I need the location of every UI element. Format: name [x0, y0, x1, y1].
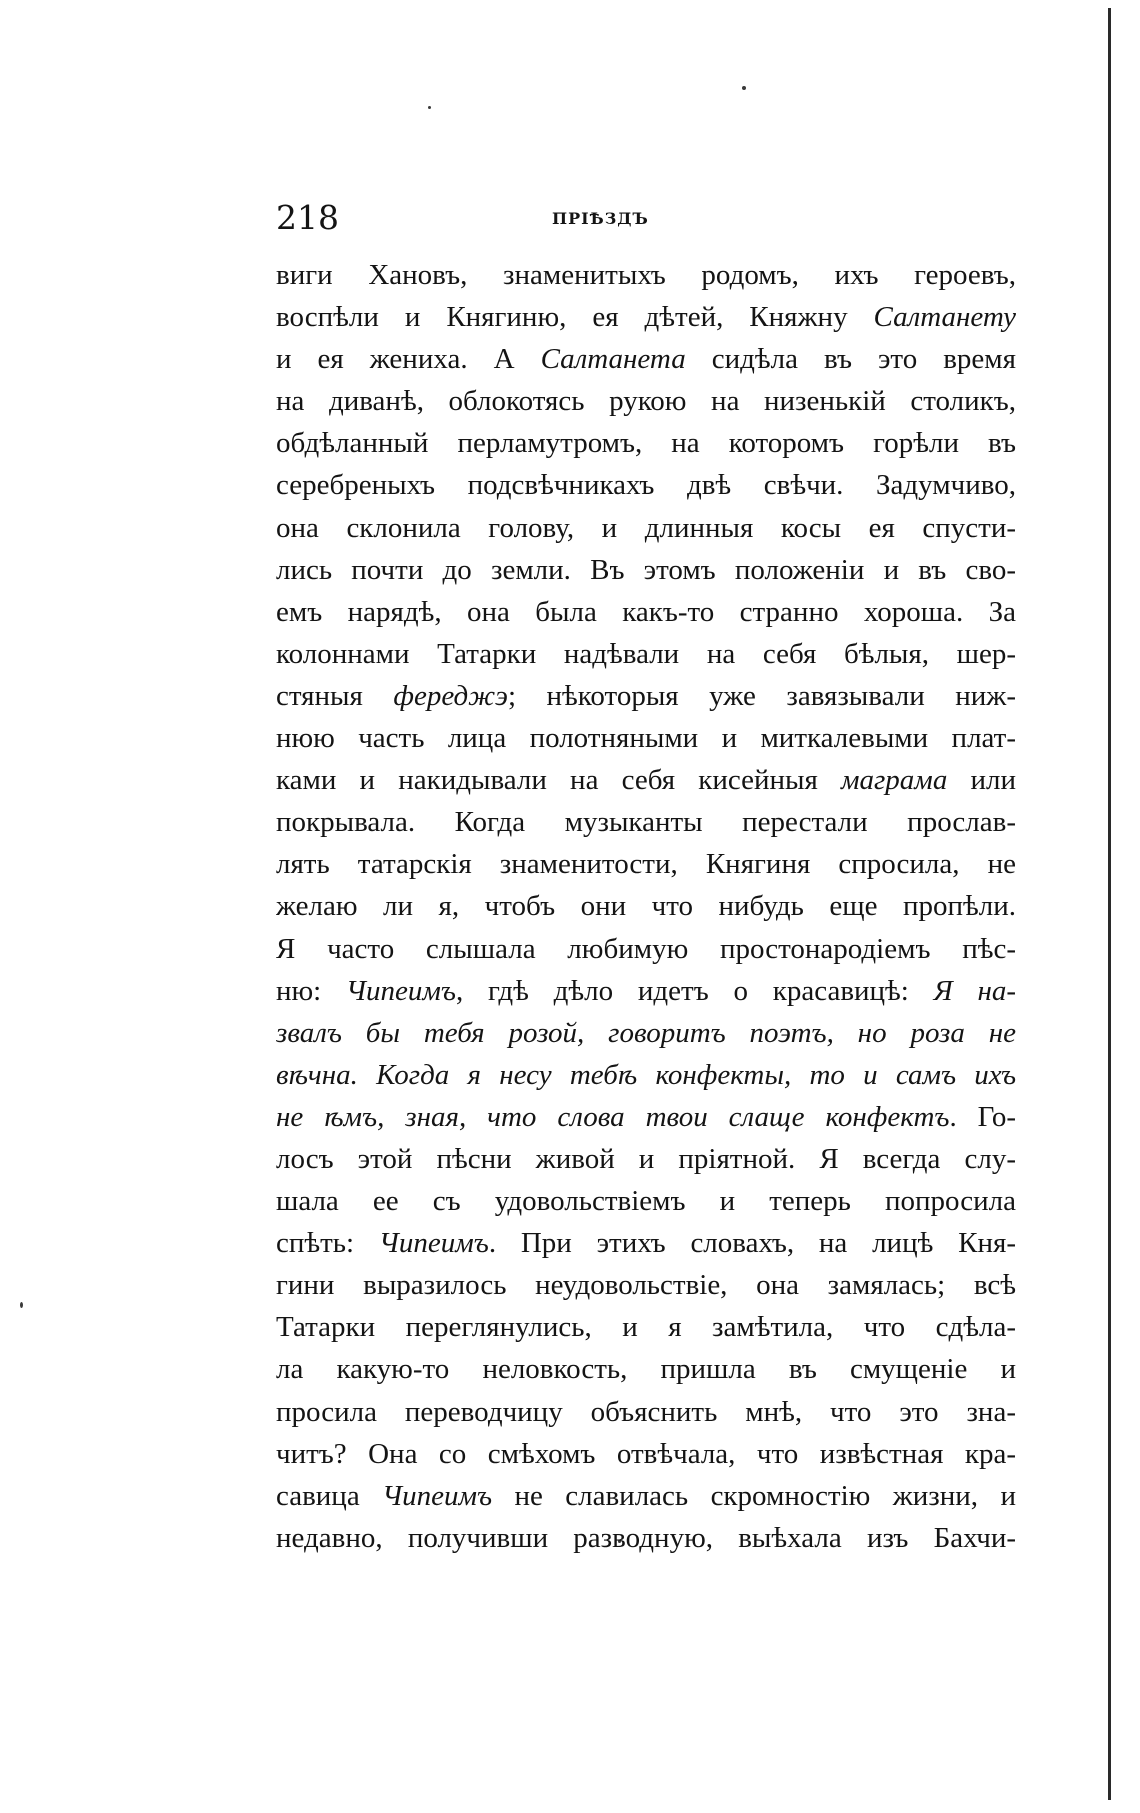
- italic-text-segment: Салтанету: [873, 301, 1016, 334]
- text-segment: читъ? Она со смѣхомъ отвѣчала, что извѣстная кра-: [276, 1437, 1016, 1470]
- text-segment: , гдѣ дѣло идетъ о красавицѣ:: [455, 974, 934, 1007]
- text-segment: ла какую-то неловкость, пришла въ смущеніе и: [276, 1353, 1016, 1386]
- text-line: [276, 254, 1016, 296]
- text-segment: колоннами Татарки надѣвали на себя бѣлыя, шер-: [276, 637, 1016, 670]
- italic-text-segment: Я на-: [933, 974, 1016, 1007]
- text-segment: шала ее съ удовольствіемъ и теперь попросила: [276, 1185, 1016, 1218]
- text-line: [276, 885, 1016, 927]
- text-line: [276, 1180, 1016, 1222]
- italic-text-segment: Салтанета: [540, 343, 686, 376]
- text-segment: савица: [276, 1479, 383, 1512]
- page-header: [276, 198, 1016, 238]
- text-segment: обдѣланный перламутромъ, на которомъ горѣли въ: [276, 427, 1016, 460]
- page-edge-rule: [1108, 8, 1111, 1800]
- text-segment: лосъ этой пѣсни живой и пріятной. Я всегда слу-: [276, 1142, 1016, 1175]
- text-segment: ; нѣкоторыя уже завязывали ниж-: [507, 679, 1016, 712]
- text-line: [276, 1264, 1016, 1306]
- text-segment: лять татарскія знаменитости, Княгиня спросила, не: [276, 848, 1016, 881]
- text-line: [276, 1433, 1016, 1475]
- text-line: [276, 380, 1016, 422]
- text-line: [276, 1391, 1016, 1433]
- text-line: [276, 1096, 1016, 1138]
- text-line: [276, 591, 1016, 633]
- text-line: [276, 759, 1016, 801]
- italic-text-segment: звалъ бы тебя розой, говоритъ поэтъ, но роза не: [276, 1016, 1016, 1049]
- ink-speck: [20, 1302, 23, 1308]
- text-segment: ню:: [276, 974, 347, 1007]
- text-line: [276, 338, 1016, 380]
- text-line: [276, 1054, 1016, 1096]
- text-segment: . При этихъ словахъ, на лицѣ Кня-: [488, 1227, 1016, 1260]
- text-segment: гини выразилось неудовольствіе, она замялась; всѣ: [276, 1269, 1016, 1302]
- italic-text-segment: Чипеимъ: [346, 974, 456, 1007]
- text-segment: и ея жениха. А: [276, 343, 541, 376]
- text-segment: на диванѣ, облокотясь рукою на низенькій столикъ,: [276, 385, 1016, 418]
- italic-text-segment: Чипеимъ: [382, 1479, 493, 1512]
- text-segment: просила переводчицу объяснить мнѣ, что это зна-: [276, 1395, 1016, 1428]
- italic-text-segment: фереджэ: [393, 679, 508, 712]
- text-line: [276, 1306, 1016, 1348]
- text-segment: нюю часть лица полотняными и миткалевыми плат-: [276, 722, 1016, 755]
- text-segment: или: [947, 764, 1016, 797]
- italic-text-segment: Чипеимъ: [378, 1227, 489, 1260]
- italic-text-segment: вѣчна. Когда я несу тебѣ конфекты, то и самъ ихъ: [276, 1058, 1016, 1091]
- text-line: [276, 928, 1016, 970]
- text-line: [276, 801, 1016, 843]
- text-segment: ками и накидывали на себя кисейныя: [276, 764, 841, 797]
- text-segment: недавно, получивши разводную, выѣхала изъ Бахчи-: [276, 1521, 1016, 1554]
- text-line: [276, 507, 1016, 549]
- body-text: [276, 254, 1016, 1559]
- text-line: [276, 675, 1016, 717]
- text-segment: покрывала. Когда музыканты перестали прослав-: [276, 806, 1016, 839]
- text-segment: лись почти до земли. Въ этомъ положеніи и въ сво-: [276, 553, 1016, 586]
- text-line: [276, 1475, 1016, 1517]
- text-segment: воспѣли и Княгиню, ея дѣтей, Княжну: [276, 301, 874, 334]
- ink-speck: [742, 86, 746, 90]
- text-line: [276, 1138, 1016, 1180]
- text-line: [276, 296, 1016, 338]
- text-line: [276, 843, 1016, 885]
- text-line: [276, 970, 1016, 1012]
- text-segment: виги Хановъ, знаменитыхъ родомъ, ихъ героевъ,: [276, 259, 1016, 291]
- text-segment: серебреныхъ подсвѣчникахъ двѣ свѣчи. Задумчиво,: [276, 469, 1016, 502]
- text-segment: она склонила голову, и длинныя косы ея спусти-: [276, 511, 1016, 544]
- text-segment: емъ нарядѣ, она была какъ-то странно хороша. За: [276, 595, 1016, 628]
- text-line: [276, 1348, 1016, 1390]
- text-segment: спѣть:: [276, 1227, 379, 1260]
- text-line: [276, 422, 1016, 464]
- text-line: [276, 1222, 1016, 1264]
- text-line: [276, 1517, 1016, 1559]
- text-line: [276, 464, 1016, 506]
- text-segment: сидѣла въ это время: [685, 343, 1016, 376]
- page-number: 218: [276, 198, 339, 237]
- ink-speck: [428, 106, 431, 109]
- text-line: [276, 717, 1016, 759]
- running-head: ПРІѢЗДЪ: [552, 209, 649, 228]
- italic-text-segment: не ѣмъ, зная, что слова твои слаще конфектъ: [276, 1100, 950, 1133]
- text-segment: не славилась скромностію жизни, и: [492, 1479, 1016, 1512]
- text-segment: желаю ли я, чтобъ они что нибудь еще пропѣли.: [276, 890, 1016, 923]
- text-segment: стяныя: [276, 679, 394, 712]
- text-segment: . Го-: [949, 1100, 1016, 1133]
- italic-text-segment: маграма: [840, 764, 948, 797]
- text-segment: Я часто слышала любимую простонародіемъ пѣс-: [276, 932, 1016, 965]
- text-line: [276, 1012, 1016, 1054]
- text-line: [276, 633, 1016, 675]
- text-segment: Татарки переглянулись, и я замѣтила, что сдѣла-: [276, 1311, 1016, 1344]
- text-line: [276, 549, 1016, 591]
